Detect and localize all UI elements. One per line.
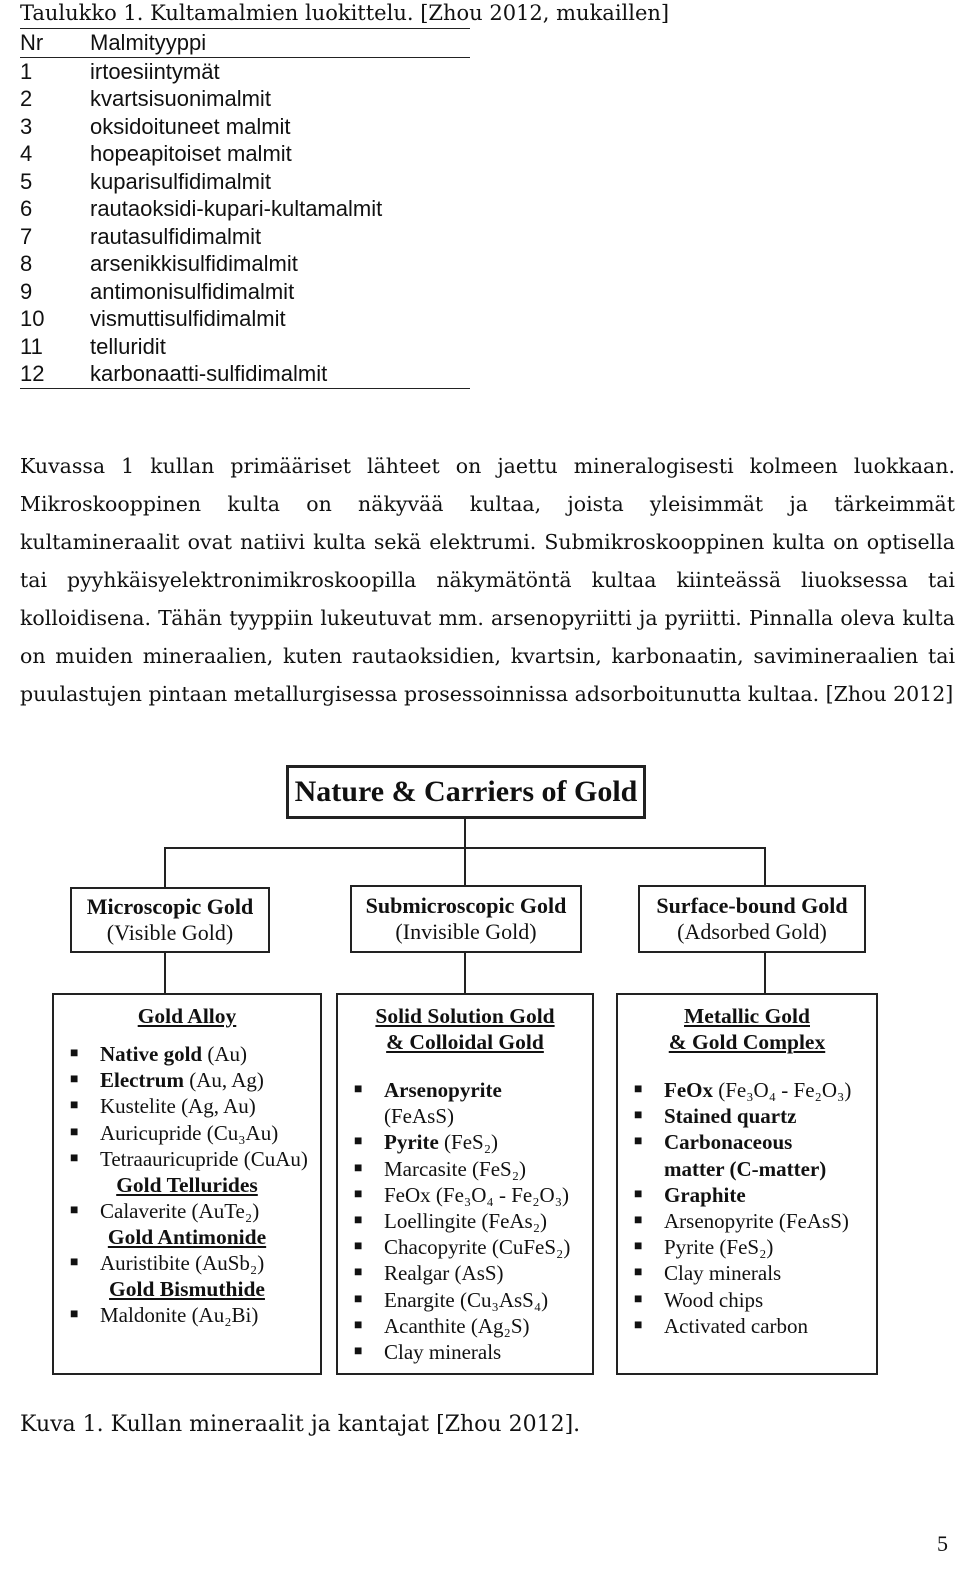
list-item — [64, 1302, 310, 1328]
item-text: Wood chips — [664, 1287, 764, 1312]
list-item — [348, 1287, 582, 1313]
bullet-icon: ■ — [634, 1265, 643, 1281]
list-item — [348, 1129, 582, 1155]
connector-line — [764, 953, 766, 993]
row-number: 11 — [20, 333, 43, 359]
item-text: matter (C-matter) — [664, 1156, 827, 1181]
body-paragraph: Kuvassa 1 kullan primääriset lähteet on jaettu mineralogisesti kolmeen luokkaan. Mikroskooppinen kulta on näkyvää kultaa, joista yleisimmät ja tärkeimmät kultamineraalit ovat natiivi kulta sekä elektrumi. Submikroskooppinen kulta on optisella tai pyyhkäisyelektronimikroskoopilla näkymätöntä kultaa kiinteässä liuoksessa tai kolloidisena. Tähän tyyppiin lukeutuvat mm. arsenopyriitti ja pyriitti. Pinnalla oleva kulta on muiden mineraalien, kuten rautaoksidien, kvartsin, karbonaatin, savimineraalien tai puulastujen pintaan metallurgisessa prosessoinnissa adsorboitunutta kultaa. [Zhou 2012] — [20, 454, 955, 706]
ore-type: kuparisulfidimalmit — [90, 168, 271, 194]
figure-caption: Kuva 1. Kullan mineraalit ja kantajat [Zhou 2012]. — [20, 1412, 581, 1437]
gold-carriers-diagram — [60, 765, 960, 1385]
bullet-icon: ■ — [634, 1317, 643, 1333]
table-row — [20, 168, 470, 196]
item-bold-text: FeOx — [664, 1078, 713, 1102]
bullet-icon: ■ — [70, 1307, 79, 1323]
item-bold-text: Stained quartz — [664, 1104, 797, 1129]
table-header-row — [20, 29, 470, 58]
category-name: Microscopic Gold — [86, 894, 254, 919]
list-item — [628, 1287, 866, 1313]
bullet-icon: ■ — [634, 1239, 643, 1255]
list-item — [348, 1182, 582, 1208]
item-text: Pyrite (FeS₂) — [664, 1235, 774, 1260]
bullet-icon: ■ — [634, 1291, 643, 1307]
list-item — [64, 1120, 310, 1146]
list-item — [64, 1146, 310, 1172]
item-text: Activated carbon — [664, 1313, 809, 1338]
list-item — [348, 1077, 582, 1103]
item-list — [64, 1250, 310, 1276]
list-item — [628, 1103, 866, 1129]
column-heading: & Colloidal Gold — [386, 1030, 544, 1054]
table-row — [20, 360, 470, 388]
item-text: (Au) — [202, 1042, 247, 1066]
list-item — [64, 1250, 310, 1276]
bullet-icon: ■ — [354, 1213, 363, 1229]
item-bold-text: Arsenopyrite — [384, 1078, 502, 1102]
list-item — [348, 1313, 582, 1339]
connector-line — [164, 953, 166, 993]
connector-line — [764, 847, 766, 887]
column-solid-solution — [336, 993, 594, 1375]
item-bold-text: Graphite — [664, 1182, 746, 1207]
item-text: Arsenopyrite (FeAsS) — [664, 1209, 849, 1234]
list-item — [628, 1208, 866, 1234]
column-heading: Gold Bismuthide — [109, 1277, 265, 1302]
category-sub: (Adsorbed Gold) — [677, 919, 827, 944]
connector-line — [464, 847, 466, 887]
column-metallic-gold — [616, 993, 878, 1375]
table-row — [20, 140, 470, 168]
item-list — [64, 1198, 310, 1224]
bullet-icon: ■ — [70, 1124, 79, 1140]
item-text: Acanthite (Ag₂S) — [384, 1313, 530, 1338]
list-item — [628, 1129, 866, 1155]
bullet-icon: ■ — [634, 1186, 643, 1202]
bullet-icon: ■ — [354, 1265, 363, 1281]
bullet-icon: ■ — [70, 1203, 79, 1219]
item-text: Marcasite (FeS₂) — [384, 1156, 527, 1181]
table-row — [20, 113, 470, 141]
bullet-icon: ■ — [70, 1150, 79, 1166]
item-text: Loellingite (FeAs₂) — [384, 1209, 548, 1234]
row-number: 7 — [20, 223, 33, 249]
diagram-title — [286, 765, 646, 819]
table-caption: Taulukko 1. Kultamalmien luokittelu. [Zhou 2012, mukaillen] — [20, 1, 670, 25]
bullet-icon: ■ — [354, 1134, 363, 1150]
item-text: Auricupride (Cu₃Au) — [100, 1120, 279, 1145]
category-sub: (Invisible Gold) — [395, 919, 537, 944]
column-gold-alloy — [52, 993, 322, 1375]
row-number: 10 — [20, 306, 45, 331]
bullet-icon: ■ — [634, 1134, 643, 1150]
item-bold-text: Native gold — [100, 1042, 203, 1066]
item-text: Calaverite (AuTe₂) — [100, 1199, 260, 1224]
table-row — [20, 223, 470, 251]
ore-type: karbonaatti-sulfidimalmit — [90, 360, 470, 388]
item-text: Tetraauricupride (CuAu) — [100, 1146, 308, 1171]
bullet-icon: ■ — [634, 1082, 643, 1097]
item-text: (Au, Ag) — [183, 1068, 264, 1093]
list-item — [64, 1198, 310, 1224]
ore-type: arsenikkisulfidimalmit — [90, 251, 298, 276]
list-item — [348, 1234, 582, 1260]
table-row — [20, 278, 470, 306]
category-name: Surface-bound Gold — [656, 893, 848, 918]
table-row — [20, 85, 470, 113]
item-list — [348, 1077, 582, 1365]
item-list — [628, 1077, 866, 1339]
ore-type: hopeapitoiset malmit — [90, 141, 292, 166]
connector-line — [464, 953, 466, 993]
bullet-icon: ■ — [70, 1098, 79, 1114]
item-bold-text: Pyrite — [384, 1130, 439, 1155]
list-item — [628, 1182, 866, 1208]
column-heading: Gold Antimonide — [107, 1225, 267, 1250]
ore-type: telluridit — [90, 333, 166, 359]
ore-type: rautaoksidi-kupari-kultamalmit — [90, 196, 383, 221]
list-item — [64, 1041, 310, 1067]
bullet-icon: ■ — [70, 1255, 79, 1271]
column-heading: Solid Solution Gold — [375, 1004, 555, 1028]
category-submicroscopic — [350, 885, 582, 953]
table-row — [20, 57, 470, 85]
bullet-icon: ■ — [354, 1317, 363, 1333]
list-item — [348, 1260, 582, 1286]
item-text: Chacopyrite (CuFeS₂) — [384, 1235, 571, 1260]
diagram-title-text: Nature & Carriers of Gold — [294, 775, 638, 808]
item-list — [64, 1041, 310, 1172]
bullet-icon: ■ — [354, 1344, 363, 1360]
row-number: 6 — [20, 196, 33, 221]
column-heading: & Gold Complex — [668, 1030, 826, 1054]
row-number: 1 — [20, 58, 33, 84]
ore-type: irtoesiintymät — [90, 58, 220, 84]
bullet-icon: ■ — [354, 1239, 363, 1255]
category-surface-bound — [638, 885, 866, 953]
column-heading: Metallic Gold — [684, 1004, 810, 1028]
bullet-icon: ■ — [354, 1082, 363, 1097]
ore-type: antimonisulfidimalmit — [90, 278, 295, 304]
list-item-continuation — [348, 1103, 582, 1129]
item-bold-text: Carbonaceous — [664, 1130, 793, 1155]
item-text: Clay minerals — [384, 1340, 502, 1365]
list-item — [64, 1067, 310, 1093]
list-item — [628, 1234, 866, 1260]
list-item — [64, 1093, 310, 1119]
table-row — [20, 195, 470, 223]
ore-type: rautasulfidimalmit — [90, 223, 262, 249]
item-text: (FeAsS) — [384, 1104, 455, 1129]
header-ore-type: Malmityyppi — [90, 29, 470, 58]
item-text: Clay minerals — [664, 1261, 782, 1286]
list-item — [628, 1260, 866, 1286]
bullet-icon: ■ — [634, 1213, 643, 1229]
ore-classification-table — [20, 28, 470, 389]
list-item — [348, 1208, 582, 1234]
category-name: Submicroscopic Gold — [365, 893, 567, 918]
bullet-icon: ■ — [70, 1072, 79, 1088]
ore-type: vismuttisulfidimalmit — [90, 306, 286, 331]
list-item — [348, 1339, 582, 1365]
table-row — [20, 250, 470, 278]
header-nr: Nr — [20, 29, 90, 58]
list-item — [628, 1313, 866, 1339]
list-item — [348, 1156, 582, 1182]
page-number: 5 — [937, 1531, 948, 1556]
row-number: 2 — [20, 86, 33, 111]
row-number: 9 — [20, 278, 33, 304]
bullet-icon: ■ — [354, 1291, 363, 1307]
bullet-icon: ■ — [354, 1160, 363, 1176]
item-text: (FeS₂) — [438, 1130, 499, 1155]
connector-line — [164, 847, 166, 887]
item-text: Auristibite (AuSb₂) — [100, 1251, 265, 1276]
ore-type: oksidoituneet malmit — [90, 113, 291, 139]
bullet-icon: ■ — [634, 1108, 643, 1124]
category-microscopic — [70, 887, 270, 953]
row-number: 8 — [20, 251, 33, 276]
item-text: Enargite (Cu₃AsS₄) — [384, 1287, 549, 1312]
item-list — [64, 1302, 310, 1328]
row-number: 4 — [20, 141, 33, 166]
bullet-icon: ■ — [354, 1186, 363, 1202]
list-item — [628, 1077, 866, 1103]
item-bold-text: Electrum — [100, 1068, 184, 1093]
item-text: Kustelite (Ag, Au) — [100, 1094, 256, 1119]
category-sub: (Visible Gold) — [106, 920, 234, 945]
item-text: FeOx (Fe₃O₄ - Fe₂O₃) — [384, 1182, 570, 1207]
connector-line — [464, 817, 466, 847]
item-text: Realgar (AsS) — [384, 1261, 504, 1286]
bullet-icon: ■ — [70, 1046, 79, 1061]
ore-type: kvartsisuonimalmit — [90, 86, 271, 111]
item-text: (Fe₃O₄ - Fe₂O₃) — [712, 1078, 852, 1102]
column-heading: Gold Alloy — [137, 1004, 237, 1028]
column-heading: Gold Tellurides — [116, 1173, 258, 1198]
list-item-continuation — [628, 1156, 866, 1182]
row-number: 5 — [20, 168, 33, 194]
row-number: 12 — [20, 360, 90, 388]
table-row — [20, 305, 470, 333]
row-number: 3 — [20, 113, 33, 139]
table-row — [20, 333, 470, 361]
item-text: Maldonite (Au₂Bi) — [100, 1303, 259, 1328]
